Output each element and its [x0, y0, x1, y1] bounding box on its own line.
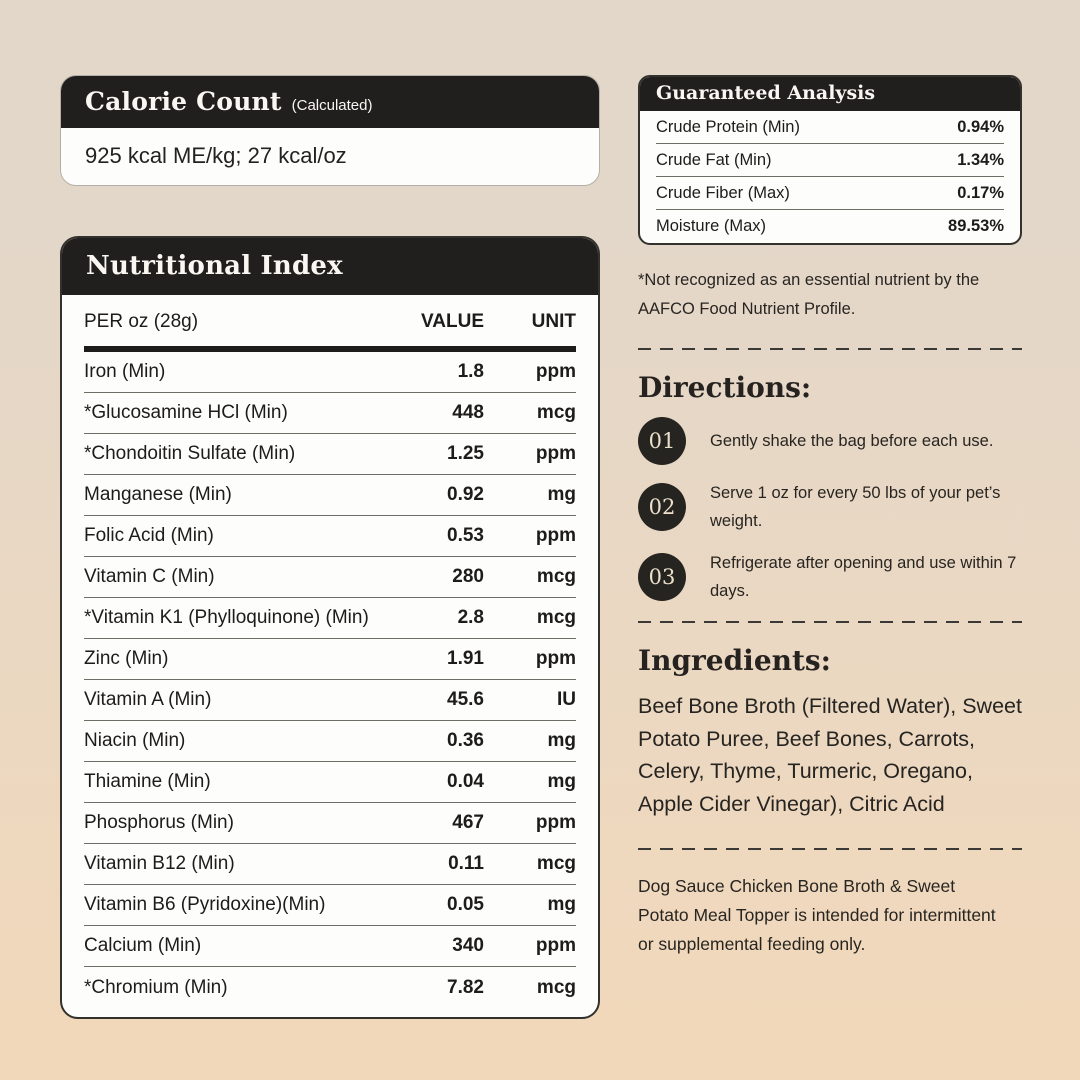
nutrient-row	[84, 557, 576, 598]
nutrient-unit: mg	[547, 730, 576, 751]
direction-step	[638, 549, 1022, 605]
nutrient-row	[84, 721, 576, 762]
nutrient-value: 280	[452, 566, 484, 587]
aafco-footnote: *Not recognized as an essential nutrient by the AAFCO Food Nutrient Profile.	[638, 271, 980, 318]
nutrient-row	[84, 639, 576, 680]
nutritional-index-card	[60, 236, 600, 1019]
nutrient-value: 1.25	[447, 443, 484, 464]
nutrient-label: *Chromium (Min)	[84, 976, 228, 998]
nutrient-value: 448	[452, 402, 484, 423]
nutrient-unit: ppm	[535, 525, 576, 546]
nutrient-table-header	[84, 295, 576, 346]
nutrient-value: 2.8	[457, 607, 484, 628]
nutrient-label: Niacin (Min)	[84, 730, 186, 751]
step-number-badge: 03	[638, 553, 686, 601]
directions-steps	[638, 417, 1022, 605]
nutrient-unit: ppm	[535, 443, 576, 464]
nutrient-unit: mg	[547, 484, 576, 505]
direction-step	[638, 479, 1022, 535]
right-column	[638, 75, 1022, 959]
nutrient-row	[84, 967, 576, 1008]
nutrient-label: Phosphorus (Min)	[84, 812, 234, 833]
left-column	[60, 75, 600, 1019]
nutrient-row	[84, 680, 576, 721]
column-header-value: VALUE	[421, 311, 484, 332]
nutrient-label: *Chondoitin Sulfate (Min)	[84, 443, 296, 464]
nutrient-label: Folic Acid (Min)	[84, 525, 214, 546]
nutritional-index-header	[62, 238, 598, 295]
nutrient-row	[84, 926, 576, 967]
ingredients-title: Ingredients:	[638, 644, 832, 677]
nutrient-unit: mcg	[536, 607, 576, 628]
nutrient-row	[84, 516, 576, 557]
nutrient-unit: mcg	[536, 566, 576, 587]
guaranteed-analysis-title: Guaranteed Analysis	[656, 82, 876, 104]
nutrient-value: 467	[452, 812, 484, 833]
nutrient-label: Vitamin B6 (Pyridoxine)(Min)	[84, 894, 326, 915]
nutrient-unit: mg	[547, 771, 576, 792]
nutrient-value: 0.04	[447, 771, 484, 792]
nutrient-row	[84, 475, 576, 516]
nutrient-unit: mcg	[536, 976, 576, 998]
analysis-row	[656, 177, 1004, 210]
nutrient-unit: mg	[547, 894, 576, 915]
nutrient-value: 1.8	[457, 361, 484, 382]
analysis-label: Crude Protein (Min)	[656, 117, 800, 136]
analysis-row	[656, 111, 1004, 144]
nutrient-row	[84, 844, 576, 885]
nutrient-label: Vitamin C (Min)	[84, 566, 215, 587]
nutrient-value: 0.05	[447, 894, 484, 915]
ingredients-text: Beef Bone Broth (Filtered Water), Sweet Potato Puree, Beef Bones, Carrots, Celery, Thyme, Turmeric, Oregano, Apple Cider Vinegar), Citric Acid	[638, 694, 1022, 816]
nutrient-label: Iron (Min)	[84, 361, 166, 382]
calorie-count-card	[60, 75, 600, 186]
analysis-label: Moisture (Max)	[656, 217, 767, 235]
nutrient-value: 0.92	[447, 484, 484, 505]
guaranteed-analysis-table	[640, 111, 1020, 243]
nutrient-unit: IU	[557, 689, 576, 710]
calorie-count-header	[61, 76, 599, 128]
guaranteed-analysis-header	[640, 77, 1020, 111]
nutrient-label: *Vitamin K1 (Phylloquinone) (Min)	[84, 607, 369, 628]
dashed-divider	[638, 621, 1022, 623]
nutrient-label: Manganese (Min)	[84, 484, 232, 505]
dashed-divider	[638, 348, 1022, 350]
direction-step	[638, 417, 1022, 465]
guaranteed-analysis-card	[638, 75, 1022, 245]
nutrient-unit: ppm	[535, 935, 576, 956]
nutrient-row	[84, 598, 576, 639]
nutrient-row	[84, 803, 576, 844]
nutrient-unit: mcg	[536, 853, 576, 874]
step-text: Refrigerate after opening and use within 7 days.	[710, 554, 1017, 600]
column-header-unit: UNIT	[531, 311, 576, 332]
nutrient-value: 7.82	[447, 976, 484, 998]
analysis-value: 1.34%	[957, 150, 1004, 169]
analysis-label: Crude Fat (Min)	[656, 150, 772, 169]
nutrient-row	[84, 885, 576, 926]
analysis-row	[656, 144, 1004, 177]
calorie-count-title: Calorie Count	[85, 87, 282, 116]
nutrient-label: Zinc (Min)	[84, 648, 169, 669]
step-number-badge: 01	[638, 417, 686, 465]
nutrient-value: 45.6	[447, 689, 484, 710]
nutrient-unit: ppm	[535, 812, 576, 833]
nutrient-unit: ppm	[535, 648, 576, 669]
nutrient-row	[84, 352, 576, 393]
nutrient-row	[84, 434, 576, 475]
nutrient-value: 0.53	[447, 525, 484, 546]
nutritional-index-title: Nutritional Index	[86, 251, 343, 281]
nutrient-value: 340	[452, 935, 484, 956]
analysis-value: 0.17%	[957, 183, 1004, 202]
nutrient-value: 0.36	[447, 730, 484, 751]
directions-title: Directions:	[638, 371, 812, 404]
nutrient-label: Calcium (Min)	[84, 935, 202, 956]
dashed-divider	[638, 848, 1022, 850]
step-number-badge: 02	[638, 483, 686, 531]
nutrient-row	[84, 762, 576, 803]
analysis-value: 0.94%	[957, 117, 1004, 136]
nutrient-unit: ppm	[535, 361, 576, 382]
nutrient-row	[84, 393, 576, 434]
step-text: Serve 1 oz for every 50 lbs of your pet’s weight.	[710, 484, 1001, 530]
nutritional-index-body	[62, 295, 598, 1017]
nutrient-value: 0.11	[448, 853, 484, 874]
calorie-count-body	[61, 128, 599, 185]
nutrient-label: Vitamin A (Min)	[84, 689, 212, 710]
analysis-value: 89.53%	[948, 217, 1004, 235]
nutrient-unit: mcg	[536, 402, 576, 423]
step-text: Gently shake the bag before each use.	[710, 432, 994, 450]
analysis-label: Crude Fiber (Max)	[656, 183, 790, 202]
column-header-per: PER oz (28g)	[84, 311, 199, 332]
calorie-count-value: 925 kcal ME/kg; 27 kcal/oz	[85, 143, 347, 168]
nutrient-label: Thiamine (Min)	[84, 771, 211, 792]
nutrient-table	[84, 352, 576, 1008]
feeding-disclaimer: Dog Sauce Chicken Bone Broth & Sweet Potato Meal Topper is intended for intermittent or supplemental feeding only.	[638, 876, 996, 954]
nutrient-label: *Glucosamine HCl (Min)	[84, 402, 288, 423]
nutrient-value: 1.91	[447, 648, 484, 669]
nutrient-label: Vitamin B12 (Min)	[84, 853, 235, 874]
analysis-row	[656, 210, 1004, 243]
calorie-count-subtitle: (Calculated)	[291, 97, 373, 114]
